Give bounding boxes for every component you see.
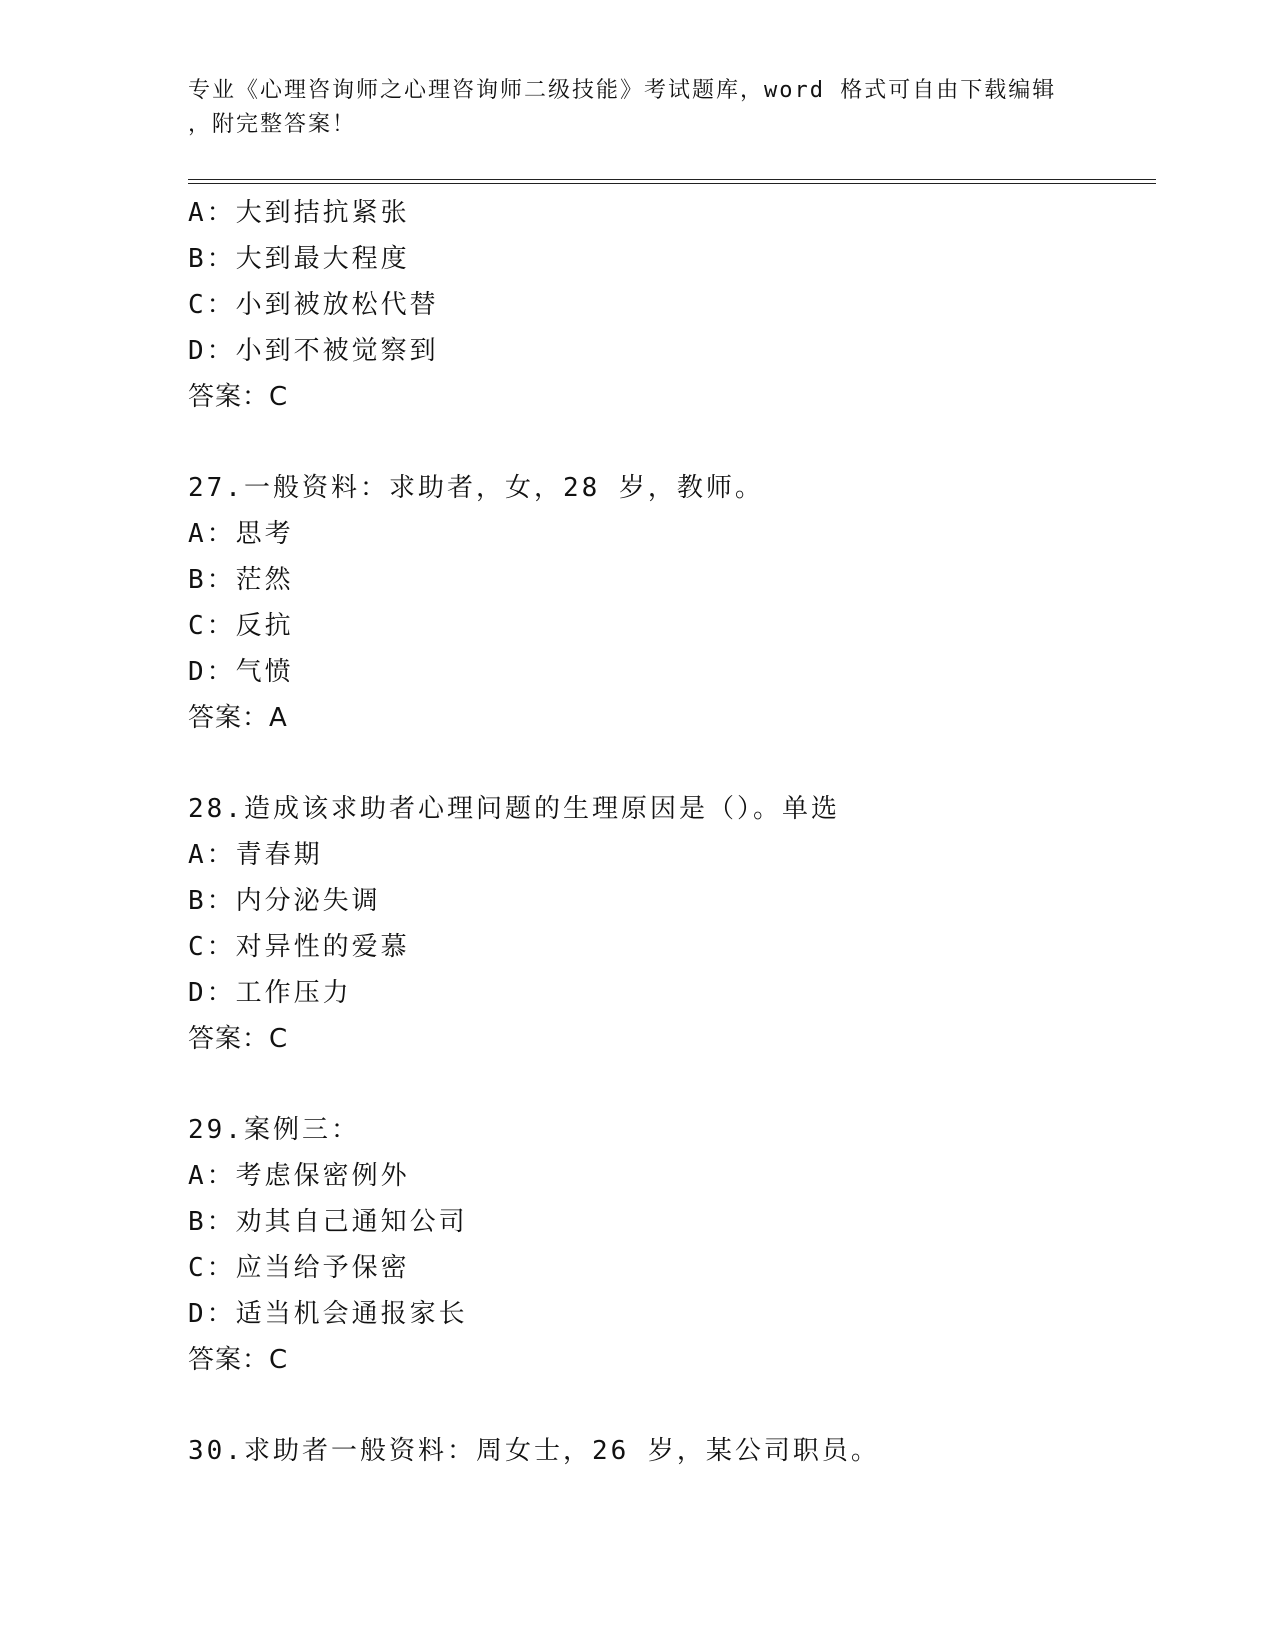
question-29 [188, 1107, 1148, 1383]
option-c: C：应当给予保密 [188, 1253, 410, 1283]
option-d: D：小到不被觉察到 [188, 336, 439, 366]
option-d: D：工作压力 [188, 978, 352, 1008]
question-28 [188, 786, 1148, 1062]
question-fragment [188, 190, 1148, 420]
question-stem: 27.一般资料：求助者，女，28 岁，教师。 [188, 473, 764, 503]
option-c: C：对异性的爱慕 [188, 932, 410, 962]
header-divider-top [188, 179, 1156, 180]
document-header [188, 74, 1088, 142]
option-b: B：大到最大程度 [188, 244, 410, 274]
option-b: B：劝其自己通知公司 [188, 1207, 468, 1237]
option-a: A：青春期 [188, 840, 323, 870]
option-d: D：适当机会通报家长 [188, 1299, 468, 1329]
question-stem: 29.案例三： [188, 1115, 360, 1145]
option-b: B：内分泌失调 [188, 886, 381, 916]
answer-line: 答案：C [188, 1345, 289, 1375]
option-a: A：思考 [188, 519, 294, 549]
question-stem: 30.求助者一般资料：周女士，26 岁，某公司职员。 [188, 1436, 880, 1466]
header-line-1: 专业《心理咨询师之心理咨询师二级技能》考试题库，word 格式可自由下载编辑 [188, 78, 1057, 103]
header-line-2: ，附完整答案！ [188, 112, 357, 137]
option-c: C：反抗 [188, 611, 294, 641]
option-c: C：小到被放松代替 [188, 290, 439, 320]
option-a: A：大到拮抗紧张 [188, 198, 410, 228]
answer-line: 答案：C [188, 382, 289, 412]
question-27 [188, 465, 1148, 741]
option-a: A：考虑保密例外 [188, 1161, 410, 1191]
question-stem: 28.造成该求助者心理问题的生理原因是（）。单选 [188, 794, 840, 824]
header-divider-bottom [188, 183, 1156, 184]
answer-line: 答案：C [188, 1024, 289, 1054]
question-list [188, 190, 1148, 1474]
answer-line: 答案：A [188, 703, 288, 733]
question-30 [188, 1428, 1148, 1474]
option-b: B：茫然 [188, 565, 294, 595]
option-d: D：气愤 [188, 657, 294, 687]
